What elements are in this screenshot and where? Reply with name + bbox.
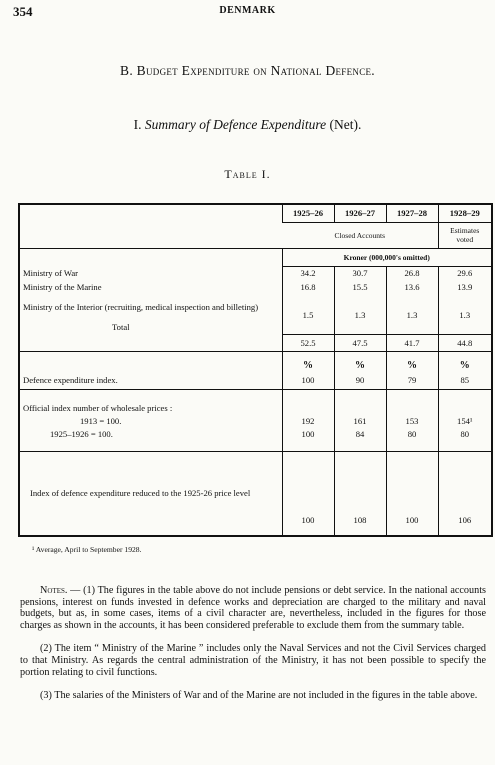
cell: 100 — [386, 451, 438, 536]
total-label-row — [19, 320, 492, 334]
cell: 80 — [386, 429, 438, 451]
percent-sign: % — [438, 351, 492, 371]
cell: 153 — [386, 413, 438, 429]
table-label: Table I. — [224, 167, 271, 181]
percent-sign: % — [386, 351, 438, 371]
cell: 44.8 — [438, 334, 492, 351]
defence-expenditure-table — [18, 203, 493, 537]
page-number: 354 — [13, 4, 33, 19]
cell: 1.3 — [386, 294, 438, 320]
table-row — [19, 280, 492, 294]
table-row — [19, 413, 492, 429]
cell: 34.2 — [282, 266, 334, 280]
cell: 108 — [334, 451, 386, 536]
cell: 154¹ — [438, 413, 492, 429]
cell: 80 — [438, 429, 492, 451]
row-label-wholesale-heading: Official index number of wholesale prices : — [23, 403, 173, 413]
total-row — [19, 334, 492, 351]
footnote: ¹ Average, April to September 1928. — [32, 545, 142, 554]
year-4: 1928–29 — [438, 204, 492, 222]
row-label-war: Ministry of War — [23, 268, 79, 278]
cell: 1.3 — [334, 294, 386, 320]
subsection-number: I. — [133, 117, 142, 132]
row-label-total: Total — [112, 322, 130, 332]
cell: 100 — [282, 451, 334, 536]
subsection-title — [0, 117, 495, 133]
header-blank — [19, 204, 282, 248]
cell: 13.6 — [386, 280, 438, 294]
unit-label: Kroner (000,000's omitted) — [282, 248, 492, 266]
subsection-suffix: (Net). — [329, 117, 362, 132]
notes-block — [20, 585, 486, 714]
row-label-reduced: Index of defence expenditure reduced to the 1925-26 price level — [30, 488, 251, 499]
table-row — [19, 371, 492, 389]
cell: 41.7 — [386, 334, 438, 351]
cell: 13.9 — [438, 280, 492, 294]
note-1 — [20, 585, 486, 631]
cell: 26.8 — [386, 266, 438, 280]
percent-sign: % — [334, 351, 386, 371]
cell: 15.5 — [334, 280, 386, 294]
cell: 1.5 — [282, 294, 334, 320]
row-label-interior: Ministry of the Interior (recruiting, medical inspection and billeting) — [23, 302, 259, 312]
notes-lead: Notes. — [40, 585, 68, 596]
cell: 100 — [282, 429, 334, 451]
running-header — [0, 4, 495, 24]
row-label-defence-index: Defence expenditure index. — [19, 371, 282, 389]
cell: 84 — [334, 429, 386, 451]
row-label-1913: 1913 = 100. — [80, 416, 122, 426]
running-head: DENMARK — [219, 5, 276, 16]
row-label-marine: Ministry of the Marine — [23, 282, 102, 292]
cell: 106 — [438, 451, 492, 536]
cell: 1.3 — [438, 294, 492, 320]
year-header-row — [19, 204, 492, 222]
table-row — [19, 451, 492, 536]
table-row — [19, 429, 492, 451]
percent-sign: % — [282, 351, 334, 371]
cell: 52.5 — [282, 334, 334, 351]
cell: 16.8 — [282, 280, 334, 294]
table-row — [19, 266, 492, 280]
table-row — [19, 294, 492, 320]
note-2: (2) The item “ Ministry of the Marine ” includes only the Naval Services and not the Civil Services charged to that Ministry. As regards the central administration of the Ministry, it has not been possible to specify the portion relating to civil functions. — [20, 643, 486, 678]
cell: 29.6 — [438, 266, 492, 280]
cell: 90 — [334, 371, 386, 389]
note-3: (3) The salaries of the Ministers of War and of the Marine are not included in the figures in the table above. — [40, 690, 478, 702]
estimates-voted-label: Estimates voted — [438, 222, 492, 248]
year-1: 1925–26 — [282, 204, 334, 222]
cell: 85 — [438, 371, 492, 389]
subsection-title-text: Summary of Defence Expenditure — [144, 117, 327, 132]
cell: 192 — [282, 413, 334, 429]
note-1-text: — (1) The figures in the table above do not include pensions or debt service. In the national accounts pensions, interest on funds invested in defence works and depreciation are charged to the military and naval budgets, but as, in some cases, items of a civil character are, nevertheless, included in the figures for those charges as shown in the accounts, it has been considered preferable to exclude them from the summary table. — [20, 585, 486, 631]
year-2: 1926–27 — [334, 204, 386, 222]
cell: 47.5 — [334, 334, 386, 351]
cell: 79 — [386, 371, 438, 389]
unit-row — [19, 248, 492, 266]
cell: 100 — [282, 371, 334, 389]
closed-accounts-label: Closed Accounts — [282, 222, 438, 248]
cell: 30.7 — [334, 266, 386, 280]
wholesale-heading-row — [19, 389, 492, 413]
percent-row — [19, 351, 492, 371]
row-label-1925: 1925–1926 = 100. — [19, 429, 282, 451]
year-3: 1927–28 — [386, 204, 438, 222]
cell: 161 — [334, 413, 386, 429]
section-title: B. Budget Expenditure on National Defence. — [120, 63, 375, 78]
